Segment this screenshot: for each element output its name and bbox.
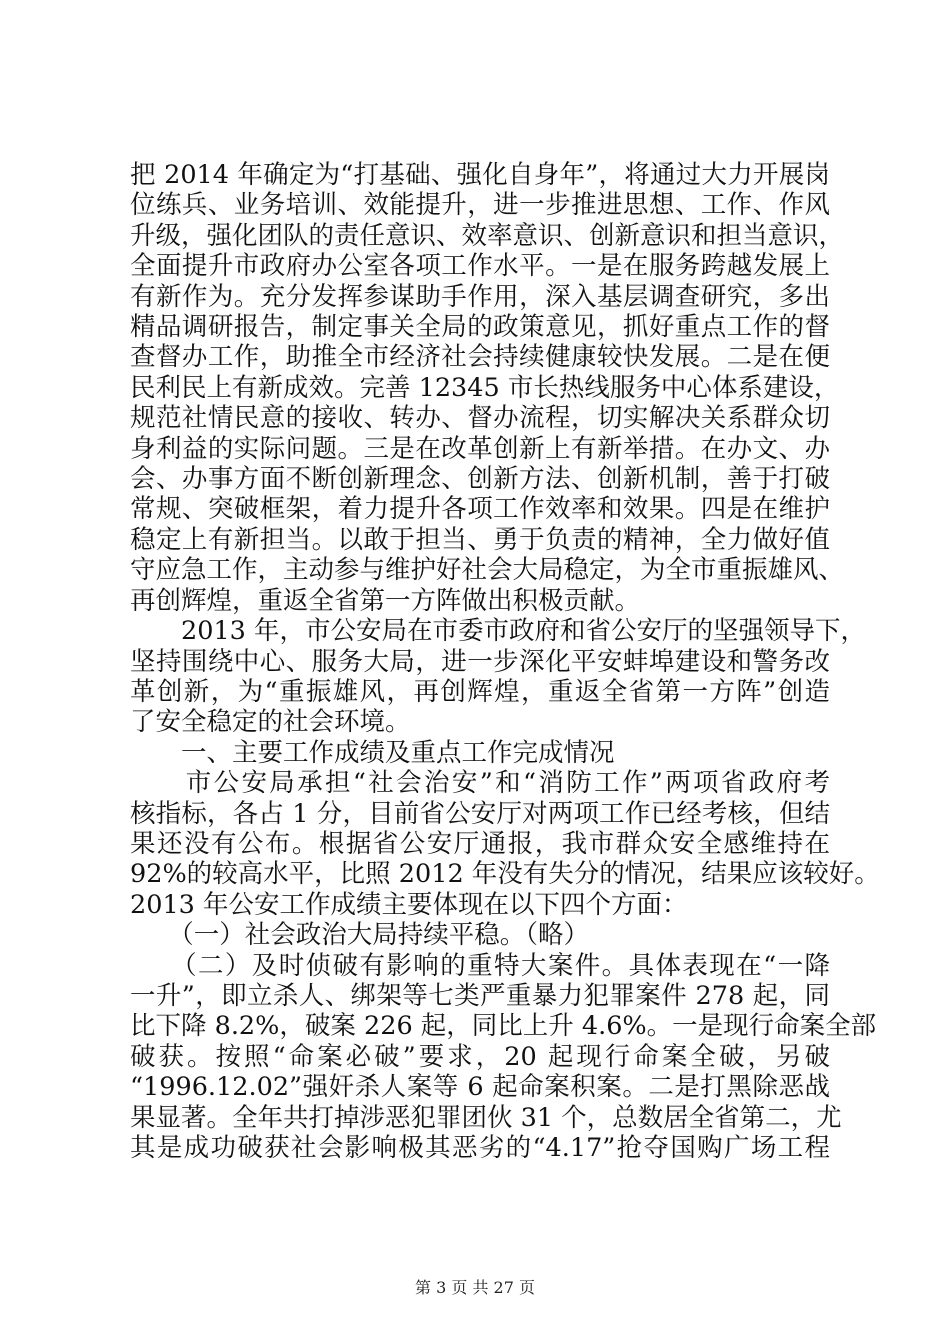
text-line: 果显著。全年共打掉涉恶犯罪团伙 31 个，总数居全省第二，尤 <box>130 1102 842 1133</box>
text-line: 2013 年公安工作成绩主要体现在以下四个方面： <box>130 889 688 920</box>
text-line: 身利益的实际问题。三是在改革创新上有新举措。在办文、办 <box>130 433 830 464</box>
text-line: “1996.12.02”强奸杀人案等 6 起命案积案。二是打黑除恶战 <box>130 1072 830 1103</box>
page-footer: 第 3 页 共 27 页 <box>415 1278 535 1297</box>
text-line: 有新作为。充分发挥参谋助手作用，深入基层调查研究，多出 <box>130 281 830 312</box>
document-body <box>130 160 880 1163</box>
text-line: 坚持围绕中心、服务大局，进一步深化平安蚌埠建设和警务改 <box>130 646 830 677</box>
text-line: 守应急工作，主动参与维护好社会大局稳定，为全市重振雄风、 <box>130 555 845 586</box>
text-line: 核指标，各占 1 分，目前省公安厅对两项工作已经考核，但结 <box>130 798 830 829</box>
text-line: 比下降 8.2%，破案 226 起，同比上升 4.6%。一是现行命案全部 <box>130 1011 877 1042</box>
text-line: 把 2014 年确定为“打基础、强化自身年”，将通过大力开展岗 <box>130 160 830 190</box>
text-line: 再创辉煌，重返全省第一方阵做出积极贡献。 <box>130 585 641 616</box>
text-line: 其是成功破获社会影响极其恶劣的“4.17”抢夺国购广场工程 <box>130 1133 830 1163</box>
text-line: 会、办事方面不断创新理念、创新方法、创新机制，善于打破 <box>130 464 830 495</box>
text-line: 市公安局承担“社会治安”和“消防工作”两项省政府考 <box>130 768 830 799</box>
text-line: 规范社情民意的接收、转办、督办流程，切实解决关系群众切 <box>130 403 830 434</box>
text-line: 了安全稳定的社会环境。 <box>130 707 411 738</box>
text-line: 稳定上有新担当。以敢于担当、勇于负责的精神，全力做好值 <box>130 524 830 555</box>
text-line: （二）及时侦破有影响的重特大案件。具体表现在“一降 <box>130 950 830 981</box>
text-line: 位练兵、业务培训、效能提升，进一步推进思想、工作、作风 <box>130 190 830 221</box>
text-line: 常规、突破框架，着力提升各项工作效率和效果。四是在维护 <box>130 494 830 525</box>
text-line: （一）社会政治大局持续平稳。（略） <box>130 920 590 951</box>
text-line: 查督办工作，助推全市经济社会持续健康较快发展。二是在便 <box>130 342 830 373</box>
text-line: 精品调研报告，制定事关全局的政策意见，抓好重点工作的督 <box>130 312 830 343</box>
text-line: 2013 年，市公安局在市委市政府和省公安厅的坚强领导下， <box>130 616 867 647</box>
text-line: 一、主要工作成绩及重点工作完成情况 <box>130 737 615 768</box>
text-line: 升级，强化团队的责任意识、效率意识、创新意识和担当意识， <box>130 220 845 251</box>
text-line: 破获。按照“命案必破”要求，20 起现行命案全破，另破 <box>130 1041 830 1072</box>
text-line: 全面提升市政府办公室各项工作水平。一是在服务跨越发展上 <box>130 251 830 282</box>
text-line: 一升”，即立杀人、绑架等七类严重暴力犯罪案件 278 起，同 <box>130 980 830 1011</box>
text-line: 果还没有公布。根据省公安厅通报，我市群众安全感维持在 <box>130 828 830 859</box>
text-line: 革创新，为“重振雄风，再创辉煌，重返全省第一方阵”创造 <box>130 676 830 707</box>
text-line: 民利民上有新成效。完善 12345 市长热线服务中心体系建设， <box>130 372 840 403</box>
text-line: 92%的较高水平，比照 2012 年没有失分的情况，结果应该较好。 <box>130 859 880 890</box>
